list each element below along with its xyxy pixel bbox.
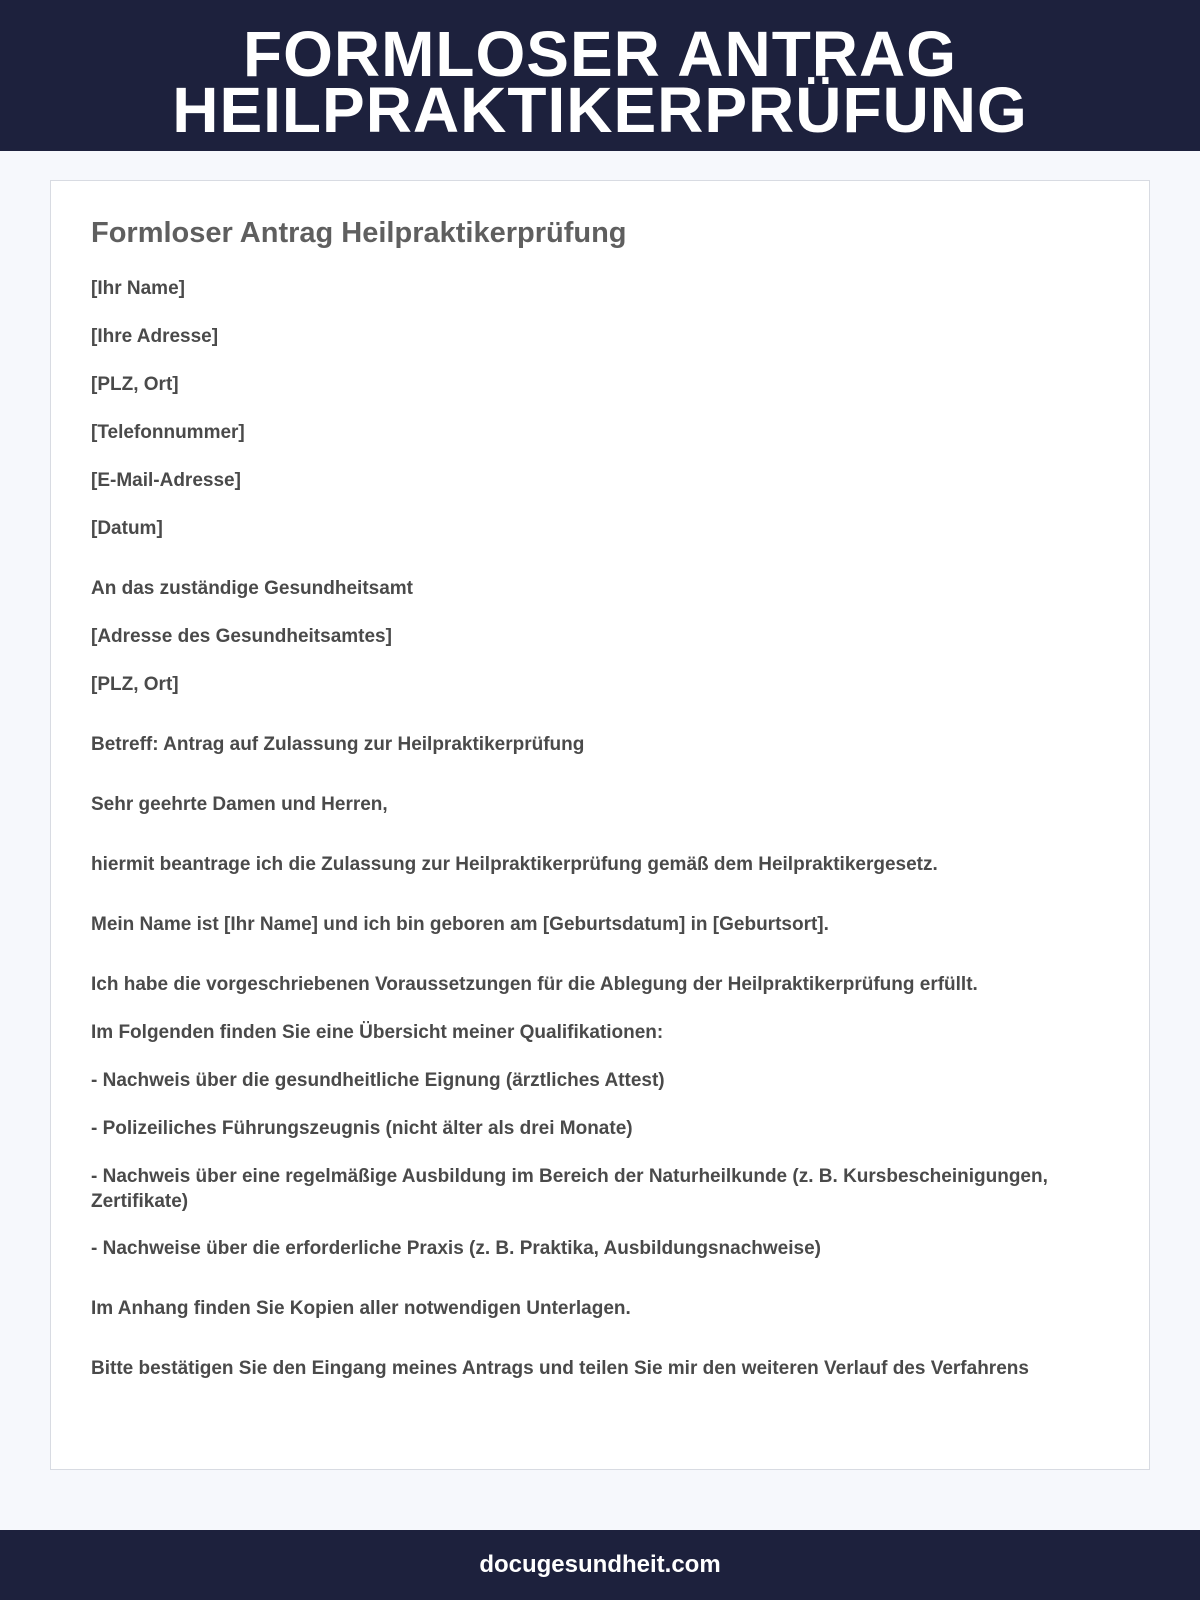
site-footer [0, 1530, 1200, 1600]
recipient-address: [Adresse des Gesundheitsamtes] [91, 626, 392, 647]
body-paragraph: hiermit beantrage ich die Zulassung zur Heilpraktikerprüfung gemäß dem Heilpraktikergesetz. [91, 854, 938, 875]
qualification-list-item: - Nachweis über eine regelmäßige Ausbildung im Bereich der Naturheilkunde (z. B. Kursbescheinigungen, Zertifikate) [91, 1166, 1048, 1212]
qualification-list-item: - Nachweis über die gesundheitliche Eignung (ärztliches Attest) [91, 1070, 665, 1091]
sender-phone: [Telefonnummer] [91, 422, 245, 443]
banner-title-line-1: FORMLOSER ANTRAG [242, 18, 958, 90]
document-card [50, 180, 1150, 1470]
recipient-city: [PLZ, Ort] [91, 674, 179, 695]
body-paragraph: Im Anhang finden Sie Kopien aller notwendigen Unterlagen. [91, 1298, 631, 1319]
sender-city: [PLZ, Ort] [91, 374, 179, 395]
sender-address: [Ihre Adresse] [91, 326, 219, 347]
banner-title-line-2: HEILPRAKTIKERPRÜFUNG [172, 74, 1028, 146]
sender-email: [E-Mail-Adresse] [91, 470, 241, 491]
body-paragraph: Im Folgenden finden Sie eine Übersicht meiner Qualifikationen: [91, 1022, 664, 1043]
body-paragraph: Ich habe die vorgeschriebenen Voraussetzungen für die Ablegung der Heilpraktikerprüfung erfüllt. [91, 974, 978, 995]
title-banner [0, 0, 1200, 151]
recipient-line: An das zuständige Gesundheitsamt [91, 578, 413, 599]
qualification-list-item: - Polizeiliches Führungszeugnis (nicht älter als drei Monate) [91, 1118, 633, 1139]
subject-line: Betreff: Antrag auf Zulassung zur Heilpraktikerprüfung [91, 734, 585, 755]
salutation: Sehr geehrte Damen und Herren, [91, 794, 388, 815]
sender-name: [Ihr Name] [91, 278, 185, 299]
body-paragraph: Bitte bestätigen Sie den Eingang meines Antrags und teilen Sie mir den weiteren Verlauf des Verfahrens [91, 1358, 1029, 1379]
footer-site-name: docugesundheit.com [479, 1551, 721, 1578]
letter-date: [Datum] [91, 518, 163, 539]
document-title: Formloser Antrag Heilpraktikerprüfung [91, 217, 627, 249]
qualification-list-item: - Nachweise über die erforderliche Praxis (z. B. Praktika, Ausbildungsnachweise) [91, 1238, 821, 1259]
body-paragraph: Mein Name ist [Ihr Name] und ich bin geboren am [Geburtsdatum] in [Geburtsort]. [91, 914, 829, 935]
